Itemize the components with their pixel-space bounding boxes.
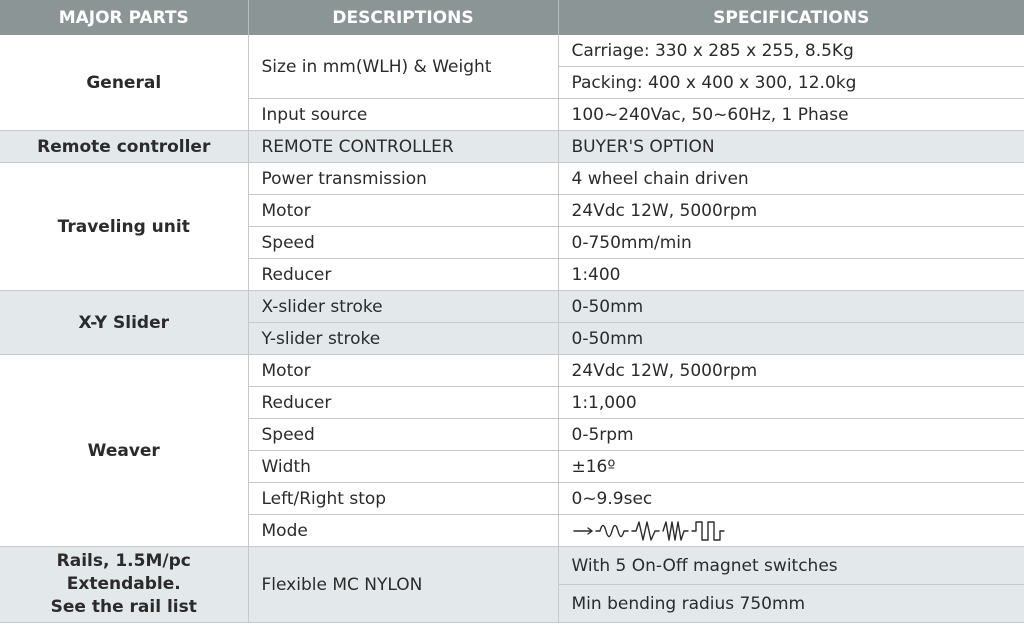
spec-rails-switches: With 5 On-Off magnet switches bbox=[558, 547, 1024, 585]
part-xy-slider: X-Y Slider bbox=[0, 291, 248, 355]
desc-y-slider: Y-slider stroke bbox=[248, 323, 558, 355]
desc-x-slider: X-slider stroke bbox=[248, 291, 558, 323]
spec-traveling-motor: 24Vdc 12W, 5000rpm bbox=[558, 195, 1024, 227]
desc-traveling-reducer: Reducer bbox=[248, 259, 558, 291]
spec-power-transmission: 4 wheel chain driven bbox=[558, 163, 1024, 195]
desc-traveling-motor: Motor bbox=[248, 195, 558, 227]
part-remote-controller: Remote controller bbox=[0, 131, 248, 163]
table-row bbox=[0, 35, 1024, 67]
spec-input-source: 100~240Vac, 50~60Hz, 1 Phase bbox=[558, 99, 1024, 131]
desc-size-weight: Size in mm(WLH) & Weight bbox=[248, 35, 558, 99]
desc-weaver-stop: Left/Right stop bbox=[248, 483, 558, 515]
spec-weaver-width: ±16º bbox=[558, 451, 1024, 483]
weave-pattern-icon bbox=[572, 518, 762, 544]
desc-weaver-width: Width bbox=[248, 451, 558, 483]
spec-weaver-reducer: 1:1,000 bbox=[558, 387, 1024, 419]
part-traveling-unit: Traveling unit bbox=[0, 163, 248, 291]
part-rails bbox=[0, 547, 248, 623]
spec-remote-controller: BUYER'S OPTION bbox=[558, 131, 1024, 163]
desc-weaver-reducer: Reducer bbox=[248, 387, 558, 419]
table-row bbox=[0, 547, 1024, 585]
spec-weaver-speed: 0-5rpm bbox=[558, 419, 1024, 451]
spec-y-slider: 0-50mm bbox=[558, 323, 1024, 355]
desc-rails: Flexible MC NYLON bbox=[248, 547, 558, 623]
spec-weaver-motor: 24Vdc 12W, 5000rpm bbox=[558, 355, 1024, 387]
group-rails bbox=[0, 547, 1024, 623]
spec-traveling-reducer: 1:400 bbox=[558, 259, 1024, 291]
rails-line-1: Rails, 1.5M/pc bbox=[56, 551, 191, 571]
desc-weaver-motor: Motor bbox=[248, 355, 558, 387]
desc-remote-controller: REMOTE CONTROLLER bbox=[248, 131, 558, 163]
spec-weaver-mode bbox=[558, 515, 1024, 547]
rails-line-2: Extendable. bbox=[66, 574, 181, 594]
rails-line-3: See the rail list bbox=[50, 597, 197, 617]
desc-weaver-mode: Mode bbox=[248, 515, 558, 547]
table-row bbox=[0, 355, 1024, 387]
spec-packing: Packing: 400 x 400 x 300, 12.0kg bbox=[558, 67, 1024, 99]
desc-input-source: Input source bbox=[248, 99, 558, 131]
group-remote bbox=[0, 131, 1024, 163]
spec-x-slider: 0-50mm bbox=[558, 291, 1024, 323]
part-general: General bbox=[0, 35, 248, 131]
desc-weaver-speed: Speed bbox=[248, 419, 558, 451]
group-traveling bbox=[0, 163, 1024, 291]
header-specifications: SPECIFICATIONS bbox=[558, 0, 1024, 35]
spec-weaver-stop: 0~9.9sec bbox=[558, 483, 1024, 515]
header-descriptions: DESCRIPTIONS bbox=[248, 0, 558, 35]
table-row bbox=[0, 131, 1024, 163]
desc-power-transmission: Power transmission bbox=[248, 163, 558, 195]
group-xy-slider bbox=[0, 291, 1024, 355]
part-weaver: Weaver bbox=[0, 355, 248, 547]
group-weaver bbox=[0, 355, 1024, 547]
desc-traveling-speed: Speed bbox=[248, 227, 558, 259]
table-header bbox=[0, 0, 1024, 35]
spec-carriage: Carriage: 330 x 285 x 255, 8.5Kg bbox=[558, 35, 1024, 67]
group-general bbox=[0, 35, 1024, 131]
spec-rails-bending: Min bending radius 750mm bbox=[558, 585, 1024, 623]
header-major-parts: MAJOR PARTS bbox=[0, 0, 248, 35]
table-row bbox=[0, 291, 1024, 323]
table-row bbox=[0, 163, 1024, 195]
spec-traveling-speed: 0-750mm/min bbox=[558, 227, 1024, 259]
